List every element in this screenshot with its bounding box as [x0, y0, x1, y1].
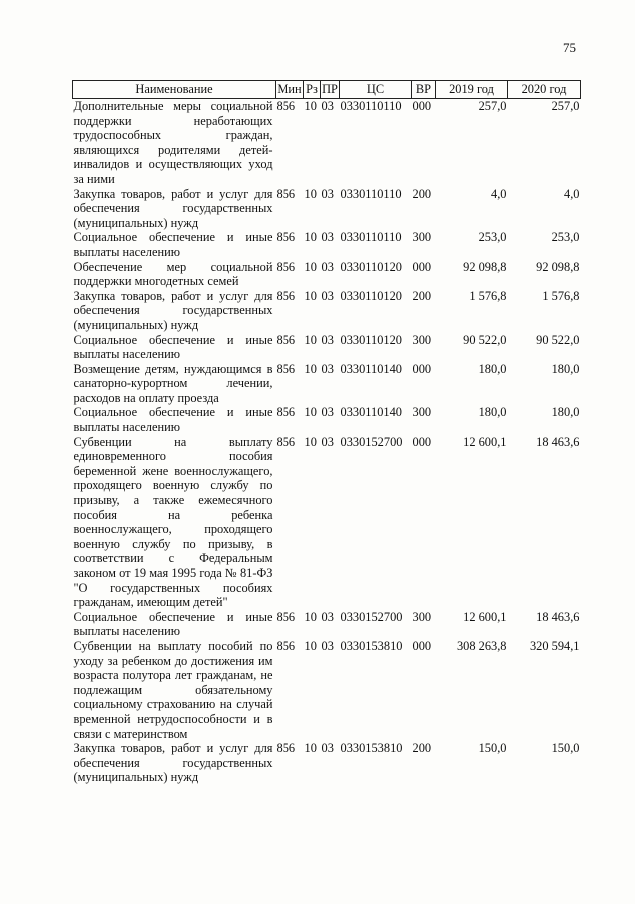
cell-2019: 90 522,0 — [463, 332, 507, 347]
cell-vr: 200 — [412, 186, 432, 201]
table-row — [73, 362, 581, 406]
cell-2019: 308 263,8 — [456, 638, 507, 653]
cell-2019: 150,0 — [478, 741, 507, 756]
table-row — [73, 187, 581, 231]
cell-pr: 03 — [321, 99, 334, 113]
cell-2020: 150,0 — [551, 741, 580, 756]
cell-rz: 10 — [304, 259, 317, 274]
cell-rz: 10 — [304, 288, 317, 303]
cell-cs: 0330110140 — [340, 405, 402, 420]
cell-name: Социальное обеспечение и иные выплаты населению — [73, 405, 273, 435]
cell-rz: 10 — [304, 361, 317, 376]
cell-cs: 0330152700 — [340, 434, 403, 449]
cell-cs: 0330110120 — [340, 288, 402, 303]
cell-min: 856 — [276, 638, 296, 653]
table-row — [73, 260, 581, 289]
cell-2019: 4,0 — [491, 186, 507, 201]
cell-cs: 0330153810 — [340, 741, 403, 756]
header-2020: 2020 год — [508, 81, 581, 99]
cell-rz: 10 — [304, 609, 317, 624]
table-row — [73, 741, 581, 785]
header-min: Мин — [276, 81, 304, 99]
cell-min: 856 — [276, 230, 296, 245]
cell-vr: 000 — [412, 638, 432, 653]
cell-cs: 0330110120 — [340, 259, 402, 274]
cell-min: 856 — [276, 741, 296, 756]
table-row — [73, 333, 581, 362]
cell-min: 856 — [276, 332, 296, 347]
cell-rz: 10 — [304, 741, 317, 756]
cell-min: 856 — [276, 434, 296, 449]
cell-2020: 18 463,6 — [536, 609, 580, 624]
cell-cs: 0330110110 — [340, 186, 402, 201]
cell-name: Социальное обеспечение и иные выплаты населению — [73, 609, 273, 639]
table-row — [73, 639, 581, 741]
cell-2020: 320 594,1 — [529, 638, 580, 653]
cell-cs: 0330110110 — [340, 230, 402, 245]
cell-cs: 0330110120 — [340, 332, 402, 347]
cell-name: Закупка товаров, работ и услуг для обеспечения государственных (муниципальных) нужд — [73, 741, 273, 785]
cell-rz: 10 — [304, 434, 317, 449]
cell-rz: 10 — [304, 405, 317, 420]
cell-cs: 0330110110 — [340, 99, 402, 113]
cell-vr: 300 — [412, 609, 432, 624]
cell-pr: 03 — [321, 638, 334, 653]
cell-cs: 0330152700 — [340, 609, 403, 624]
cell-2020: 253,0 — [551, 230, 580, 245]
cell-name: Субвенции на выплату пособий по уходу за ребенком до достижения им возраста полутора лет гражданам, не подлежащим обязательному социальному страхованию на случай временной нетрудоспособности и в связи с материнством — [73, 638, 273, 741]
cell-min: 856 — [276, 609, 296, 624]
cell-name: Возмещение детям, нуждающимся в санаторно-курортном лечении, расходов на оплату проезда — [73, 361, 273, 405]
cell-min: 856 — [276, 288, 296, 303]
cell-2019: 12 600,1 — [463, 434, 507, 449]
cell-rz: 10 — [304, 638, 317, 653]
cell-vr: 300 — [412, 405, 432, 420]
cell-vr: 300 — [412, 332, 432, 347]
cell-2019: 1 576,8 — [469, 288, 507, 303]
table-body — [73, 99, 581, 785]
cell-cs: 0330110140 — [340, 361, 402, 376]
cell-name: Социальное обеспечение и иные выплаты населению — [73, 332, 273, 362]
table-row — [73, 405, 581, 434]
cell-vr: 000 — [412, 99, 432, 113]
cell-min: 856 — [276, 405, 296, 420]
cell-cs: 0330153810 — [340, 638, 403, 653]
cell-rz: 10 — [304, 186, 317, 201]
cell-2019: 180,0 — [478, 405, 507, 420]
cell-2020: 180,0 — [551, 361, 580, 376]
cell-2020: 18 463,6 — [536, 434, 580, 449]
cell-name: Обеспечение мер социальной поддержки многодетных семей — [73, 259, 273, 289]
cell-name: Социальное обеспечение и иные выплаты населению — [73, 230, 273, 259]
header-2019: 2019 год — [436, 81, 508, 99]
cell-rz: 10 — [304, 230, 317, 245]
cell-vr: 000 — [412, 434, 432, 449]
cell-2019: 12 600,1 — [463, 609, 507, 624]
cell-2020: 90 522,0 — [536, 332, 580, 347]
header-name: Наименование — [73, 81, 276, 99]
cell-pr: 03 — [321, 288, 334, 303]
cell-vr: 200 — [412, 741, 432, 756]
cell-pr: 03 — [321, 741, 334, 756]
page-number: 75 — [563, 40, 576, 55]
cell-pr: 03 — [321, 405, 334, 420]
cell-min: 856 — [276, 259, 296, 274]
cell-name: Субвенции на выплату единовременного пособия беременной жене военнослужащего, проходящего военную службу по призыву, а также ежемесячного пособия на ребенка военнослужащего, проходящего военную службу по призыву, в соответствии с Федеральным законом от 19 мая 1995 года № 81-ФЗ "О государственных пособиях гражданам, имеющим детей" — [73, 434, 273, 610]
cell-vr: 200 — [412, 288, 432, 303]
cell-vr: 300 — [412, 230, 432, 245]
cell-vr: 000 — [412, 361, 432, 376]
cell-pr: 03 — [321, 434, 334, 449]
cell-name: Дополнительные меры социальной поддержки неработающих трудоспособных граждан, являющихся родителями детей-инвалидов и осуществляющих уход за ними — [73, 99, 273, 186]
cell-pr: 03 — [321, 230, 334, 245]
cell-pr: 03 — [321, 609, 334, 624]
cell-2020: 4,0 — [564, 186, 580, 201]
cell-2020: 180,0 — [551, 405, 580, 420]
header-vr: ВР — [412, 81, 436, 99]
cell-min: 856 — [276, 99, 296, 113]
table-row — [73, 610, 581, 639]
cell-min: 856 — [276, 186, 296, 201]
cell-pr: 03 — [321, 361, 334, 376]
cell-vr: 000 — [412, 259, 432, 274]
table-row — [73, 289, 581, 333]
cell-min: 856 — [276, 361, 296, 376]
cell-2020: 257,0 — [551, 99, 580, 113]
header-rz: Рз — [304, 81, 321, 99]
cell-rz: 10 — [304, 99, 317, 113]
table-row — [73, 230, 581, 259]
cell-2020: 92 098,8 — [536, 259, 580, 274]
table-row — [73, 435, 581, 610]
cell-name: Закупка товаров, работ и услуг для обеспечения государственных (муниципальных) нужд — [73, 186, 273, 230]
header-pr: ПР — [321, 81, 340, 99]
cell-2019: 257,0 — [478, 99, 507, 113]
table-header-row — [73, 81, 581, 99]
table-row — [73, 99, 581, 187]
cell-pr: 03 — [321, 259, 334, 274]
cell-rz: 10 — [304, 332, 317, 347]
header-cs: ЦС — [340, 81, 412, 99]
cell-2020: 1 576,8 — [542, 288, 580, 303]
cell-2019: 180,0 — [478, 361, 507, 376]
cell-pr: 03 — [321, 186, 334, 201]
budget-table — [72, 80, 581, 785]
cell-pr: 03 — [321, 332, 334, 347]
cell-2019: 92 098,8 — [463, 259, 507, 274]
cell-2019: 253,0 — [478, 230, 507, 245]
cell-name: Закупка товаров, работ и услуг для обеспечения государственных (муниципальных) нужд — [73, 288, 273, 332]
